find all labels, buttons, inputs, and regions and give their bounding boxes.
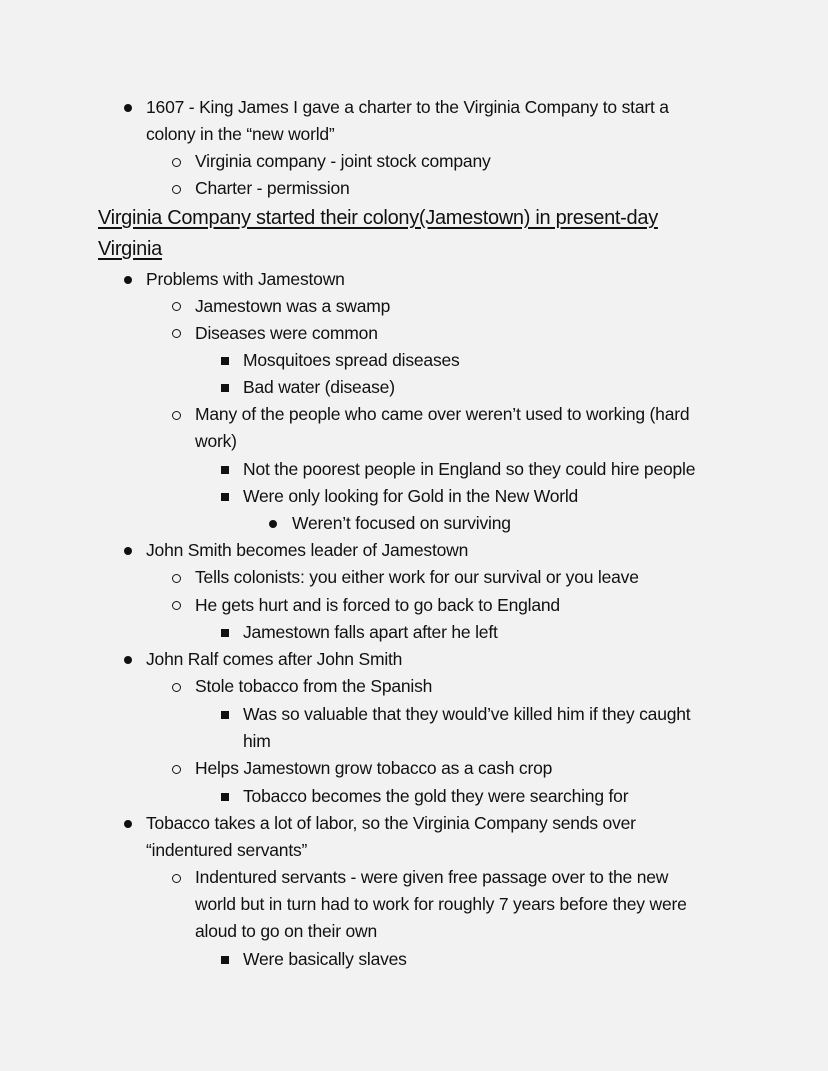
circle-bullet-icon bbox=[172, 574, 181, 583]
list-item-text: Jamestown falls apart after he left bbox=[243, 622, 498, 642]
square-bullet-icon bbox=[221, 793, 229, 801]
list-item-text: Tobacco takes a lot of labor, so the Virginia Company sends over bbox=[146, 813, 636, 833]
circle-bullet-icon bbox=[172, 329, 181, 338]
list-item-text: work) bbox=[195, 431, 237, 451]
circle-bullet-icon bbox=[172, 411, 181, 420]
square-bullet-icon bbox=[221, 466, 229, 474]
list-item-text: aloud to go on their own bbox=[195, 921, 378, 941]
list-item-text: Tells colonists: you either work for our survival or you leave bbox=[195, 567, 639, 587]
list-item-text: John Smith becomes leader of Jamestown bbox=[146, 540, 469, 560]
list-item-text: world but in turn had to work for roughly 7 years before they were bbox=[195, 894, 687, 914]
circle-bullet-icon bbox=[172, 158, 181, 167]
list-item-text: Weren’t focused on surviving bbox=[292, 513, 511, 533]
section-heading: Virginia bbox=[98, 238, 162, 260]
list-item-text: Were basically slaves bbox=[243, 949, 407, 969]
list-item-text: John Ralf comes after John Smith bbox=[146, 649, 403, 669]
list-item-text: Mosquitoes spread diseases bbox=[243, 350, 460, 370]
list-item-text: colony in the “new world” bbox=[146, 124, 335, 144]
list-item-text: “indentured servants” bbox=[146, 840, 308, 860]
disc-bullet-icon bbox=[124, 656, 132, 664]
circle-bullet-icon bbox=[172, 683, 181, 692]
square-bullet-icon bbox=[221, 493, 229, 501]
disc-bullet-icon bbox=[124, 820, 132, 828]
list-item-text: Helps Jamestown grow tobacco as a cash crop bbox=[195, 758, 553, 778]
list-item-text: Diseases were common bbox=[195, 323, 378, 343]
list-item-text: Charter - permission bbox=[195, 178, 350, 198]
list-item-text: Was so valuable that they would’ve killed him if they caught bbox=[243, 704, 691, 724]
list-item-text: Jamestown was a swamp bbox=[195, 296, 391, 316]
list-item-text: Were only looking for Gold in the New World bbox=[243, 486, 579, 506]
list-item-text: Problems with Jamestown bbox=[146, 269, 345, 289]
square-bullet-icon bbox=[221, 384, 229, 392]
disc-bullet-icon bbox=[124, 104, 132, 112]
list-item-text: Bad water (disease) bbox=[243, 377, 395, 397]
list-item-text: Tobacco becomes the gold they were searching for bbox=[243, 786, 629, 806]
list-item-text: 1607 - King James I gave a charter to the Virginia Company to start a bbox=[146, 97, 669, 117]
list-item-text: Virginia company - joint stock company bbox=[195, 151, 491, 171]
list-item-text: Stole tobacco from the Spanish bbox=[195, 676, 433, 696]
circle-bullet-icon bbox=[172, 185, 181, 194]
list-item-text: Many of the people who came over weren’t used to working (hard bbox=[195, 404, 690, 424]
list-item-text: Indentured servants - were given free passage over to the new bbox=[195, 867, 669, 887]
square-bullet-icon bbox=[221, 629, 229, 637]
circle-bullet-icon bbox=[172, 765, 181, 774]
square-bullet-icon bbox=[221, 956, 229, 964]
square-bullet-icon bbox=[221, 711, 229, 719]
list-item-text: him bbox=[243, 731, 271, 751]
disc-bullet-icon bbox=[269, 520, 277, 528]
square-bullet-icon bbox=[221, 357, 229, 365]
circle-bullet-icon bbox=[172, 302, 181, 311]
list-item-text: He gets hurt and is forced to go back to England bbox=[195, 595, 560, 615]
section-heading: Virginia Company started their colony(Jamestown) in present-day bbox=[98, 207, 658, 229]
list-item-text: Not the poorest people in England so they could hire people bbox=[243, 459, 696, 479]
disc-bullet-icon bbox=[124, 276, 132, 284]
disc-bullet-icon bbox=[124, 547, 132, 555]
circle-bullet-icon bbox=[172, 874, 181, 883]
circle-bullet-icon bbox=[172, 601, 181, 610]
